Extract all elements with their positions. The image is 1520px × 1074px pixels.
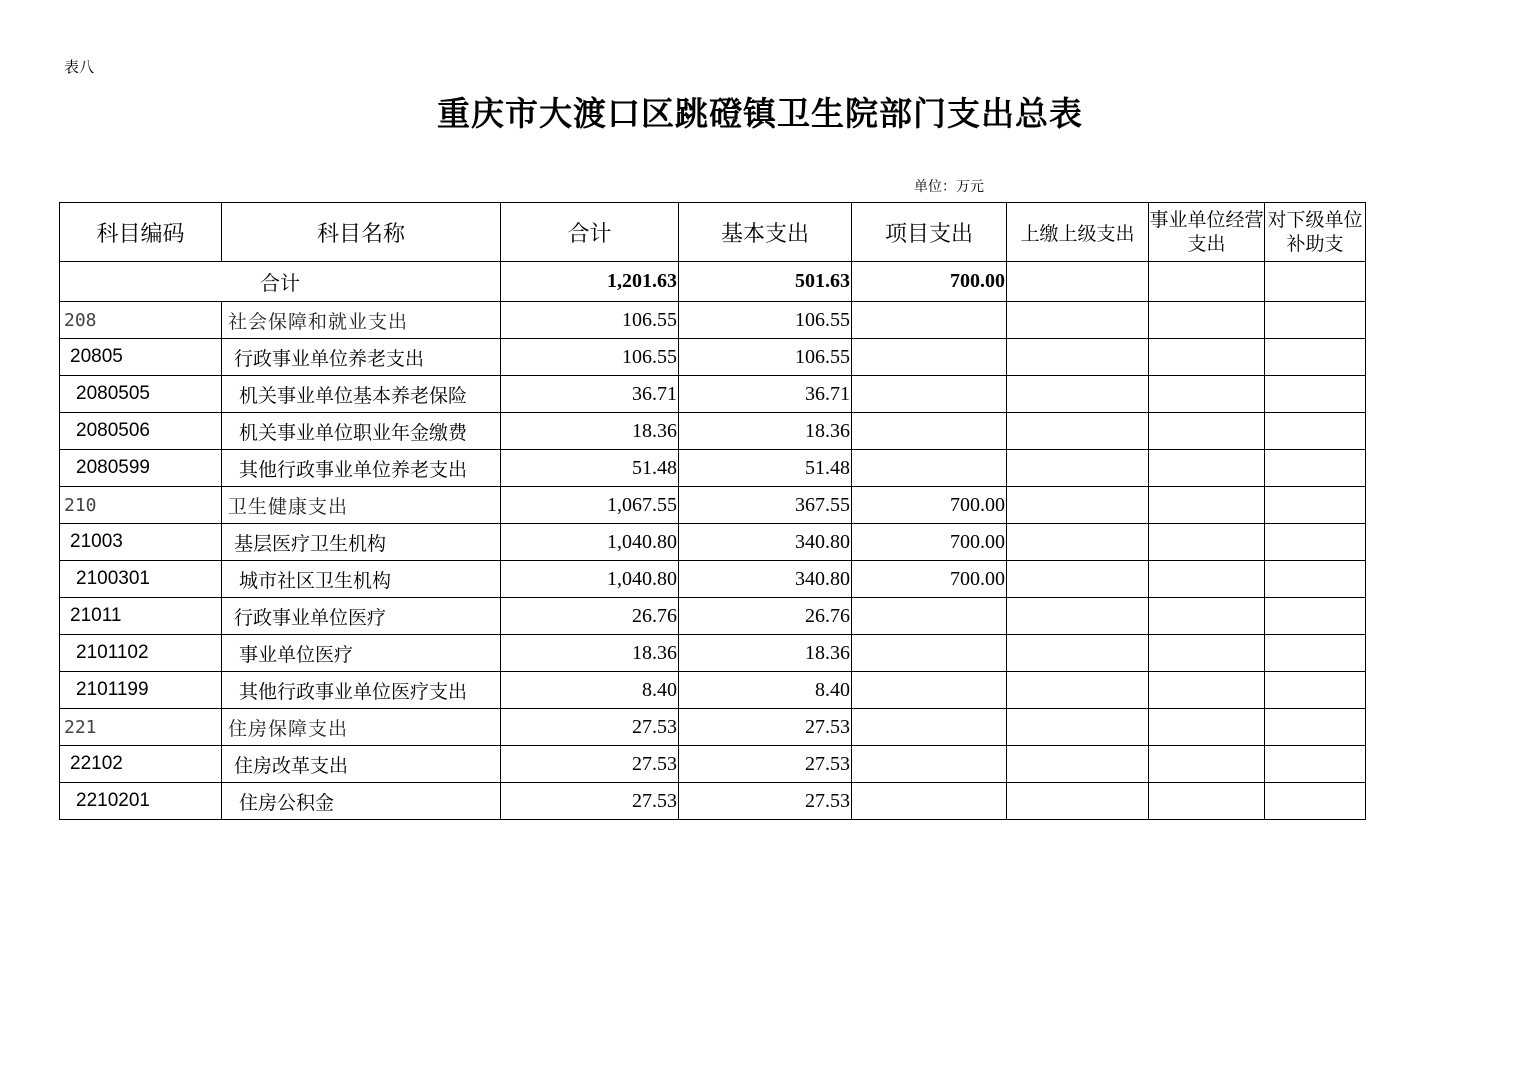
table-row [60, 450, 1366, 487]
cell-total: 36.71 [501, 376, 679, 413]
cell-subsidy [1265, 339, 1366, 376]
cell-basic: 26.76 [679, 598, 852, 635]
cell-project: 700.00 [852, 561, 1007, 598]
cell-upper [1007, 450, 1149, 487]
cell-project: 700.00 [852, 524, 1007, 561]
table-row [60, 524, 1366, 561]
cell-subsidy [1265, 376, 1366, 413]
cell-upper [1007, 339, 1149, 376]
total-business [1149, 262, 1265, 302]
cell-total: 27.53 [501, 746, 679, 783]
cell-subsidy [1265, 302, 1366, 339]
cell-business [1149, 413, 1265, 450]
table-row [60, 746, 1366, 783]
cell-total: 1,040.80 [501, 524, 679, 561]
cell-code: 22102 [60, 746, 222, 783]
cell-subsidy [1265, 487, 1366, 524]
cell-project [852, 450, 1007, 487]
table-number-label: 表八 [64, 58, 95, 76]
cell-code: 210 [60, 487, 222, 524]
cell-upper [1007, 709, 1149, 746]
cell-upper [1007, 487, 1149, 524]
cell-upper [1007, 635, 1149, 672]
cell-code: 2080505 [60, 376, 222, 413]
cell-business [1149, 635, 1265, 672]
cell-upper [1007, 783, 1149, 820]
cell-code: 21003 [60, 524, 222, 561]
cell-basic: 106.55 [679, 339, 852, 376]
expenditure-table [59, 202, 1366, 820]
header-code: 科目编码 [60, 203, 222, 262]
cell-subsidy [1265, 746, 1366, 783]
cell-basic: 367.55 [679, 487, 852, 524]
cell-basic: 106.55 [679, 302, 852, 339]
table-row [60, 487, 1366, 524]
cell-name: 行政事业单位医疗 [222, 598, 501, 635]
cell-code: 221 [60, 709, 222, 746]
cell-basic: 27.53 [679, 746, 852, 783]
cell-business [1149, 561, 1265, 598]
unit-label: 单位：万元 [914, 179, 984, 195]
cell-total: 27.53 [501, 709, 679, 746]
cell-project [852, 302, 1007, 339]
cell-basic: 340.80 [679, 524, 852, 561]
cell-upper [1007, 524, 1149, 561]
cell-subsidy [1265, 524, 1366, 561]
cell-basic: 18.36 [679, 635, 852, 672]
cell-upper [1007, 561, 1149, 598]
cell-code: 2101199 [60, 672, 222, 709]
cell-name: 事业单位医疗 [222, 635, 501, 672]
cell-basic: 18.36 [679, 413, 852, 450]
cell-name: 社会保障和就业支出 [222, 302, 501, 339]
cell-project [852, 746, 1007, 783]
cell-subsidy [1265, 598, 1366, 635]
cell-project [852, 635, 1007, 672]
cell-business [1149, 709, 1265, 746]
header-basic: 基本支出 [679, 203, 852, 262]
total-project: 700.00 [852, 262, 1007, 302]
cell-basic: 27.53 [679, 709, 852, 746]
table-row [60, 376, 1366, 413]
cell-subsidy [1265, 450, 1366, 487]
cell-name: 其他行政事业单位医疗支出 [222, 672, 501, 709]
cell-project [852, 709, 1007, 746]
header-upper: 上缴上级支出 [1007, 203, 1149, 262]
cell-name: 行政事业单位养老支出 [222, 339, 501, 376]
cell-total: 51.48 [501, 450, 679, 487]
cell-project [852, 376, 1007, 413]
total-label: 合计 [60, 262, 501, 302]
table-row [60, 672, 1366, 709]
page-title: 重庆市大渡口区跳磴镇卫生院部门支出总表 [437, 94, 1083, 133]
cell-subsidy [1265, 561, 1366, 598]
cell-project [852, 783, 1007, 820]
cell-upper [1007, 302, 1149, 339]
cell-project [852, 598, 1007, 635]
cell-code: 2080599 [60, 450, 222, 487]
cell-name: 其他行政事业单位养老支出 [222, 450, 501, 487]
cell-total: 1,067.55 [501, 487, 679, 524]
cell-name: 机关事业单位基本养老保险 [222, 376, 501, 413]
cell-basic: 36.71 [679, 376, 852, 413]
cell-code: 2080506 [60, 413, 222, 450]
table-row [60, 302, 1366, 339]
cell-business [1149, 376, 1265, 413]
cell-name: 住房保障支出 [222, 709, 501, 746]
total-subsidy [1265, 262, 1366, 302]
header-row [60, 203, 1366, 262]
header-project: 项目支出 [852, 203, 1007, 262]
cell-project [852, 672, 1007, 709]
table-row [60, 561, 1366, 598]
header-total: 合计 [501, 203, 679, 262]
cell-business [1149, 450, 1265, 487]
table-row [60, 339, 1366, 376]
cell-total: 1,040.80 [501, 561, 679, 598]
total-basic: 501.63 [679, 262, 852, 302]
cell-business [1149, 672, 1265, 709]
cell-project [852, 339, 1007, 376]
cell-basic: 340.80 [679, 561, 852, 598]
cell-basic: 51.48 [679, 450, 852, 487]
cell-code: 208 [60, 302, 222, 339]
cell-subsidy [1265, 672, 1366, 709]
header-business: 事业单位经营支出 [1149, 203, 1265, 262]
cell-business [1149, 598, 1265, 635]
cell-upper [1007, 413, 1149, 450]
cell-code: 2101102 [60, 635, 222, 672]
cell-total: 26.76 [501, 598, 679, 635]
cell-name: 卫生健康支出 [222, 487, 501, 524]
cell-business [1149, 487, 1265, 524]
cell-name: 基层医疗卫生机构 [222, 524, 501, 561]
table-row [60, 635, 1366, 672]
total-total: 1,201.63 [501, 262, 679, 302]
cell-upper [1007, 672, 1149, 709]
cell-basic: 8.40 [679, 672, 852, 709]
cell-code: 2210201 [60, 783, 222, 820]
table-row [60, 783, 1366, 820]
cell-subsidy [1265, 635, 1366, 672]
table-row [60, 413, 1366, 450]
cell-total: 106.55 [501, 339, 679, 376]
cell-code: 20805 [60, 339, 222, 376]
table-row [60, 709, 1366, 746]
cell-subsidy [1265, 413, 1366, 450]
cell-name: 机关事业单位职业年金缴费 [222, 413, 501, 450]
cell-basic: 27.53 [679, 783, 852, 820]
cell-project [852, 413, 1007, 450]
cell-business [1149, 339, 1265, 376]
total-upper [1007, 262, 1149, 302]
cell-business [1149, 302, 1265, 339]
cell-subsidy [1265, 783, 1366, 820]
cell-business [1149, 524, 1265, 561]
cell-name: 住房公积金 [222, 783, 501, 820]
total-row [60, 262, 1366, 302]
cell-project: 700.00 [852, 487, 1007, 524]
cell-upper [1007, 376, 1149, 413]
cell-subsidy [1265, 709, 1366, 746]
cell-upper [1007, 598, 1149, 635]
cell-code: 21011 [60, 598, 222, 635]
cell-total: 18.36 [501, 413, 679, 450]
table-row [60, 598, 1366, 635]
cell-total: 106.55 [501, 302, 679, 339]
cell-name: 城市社区卫生机构 [222, 561, 501, 598]
cell-business [1149, 746, 1265, 783]
cell-code: 2100301 [60, 561, 222, 598]
header-name: 科目名称 [222, 203, 501, 262]
cell-total: 8.40 [501, 672, 679, 709]
cell-upper [1007, 746, 1149, 783]
header-subsidy: 对下级单位补助支 [1265, 203, 1366, 262]
cell-business [1149, 783, 1265, 820]
cell-name: 住房改革支出 [222, 746, 501, 783]
cell-total: 27.53 [501, 783, 679, 820]
cell-total: 18.36 [501, 635, 679, 672]
